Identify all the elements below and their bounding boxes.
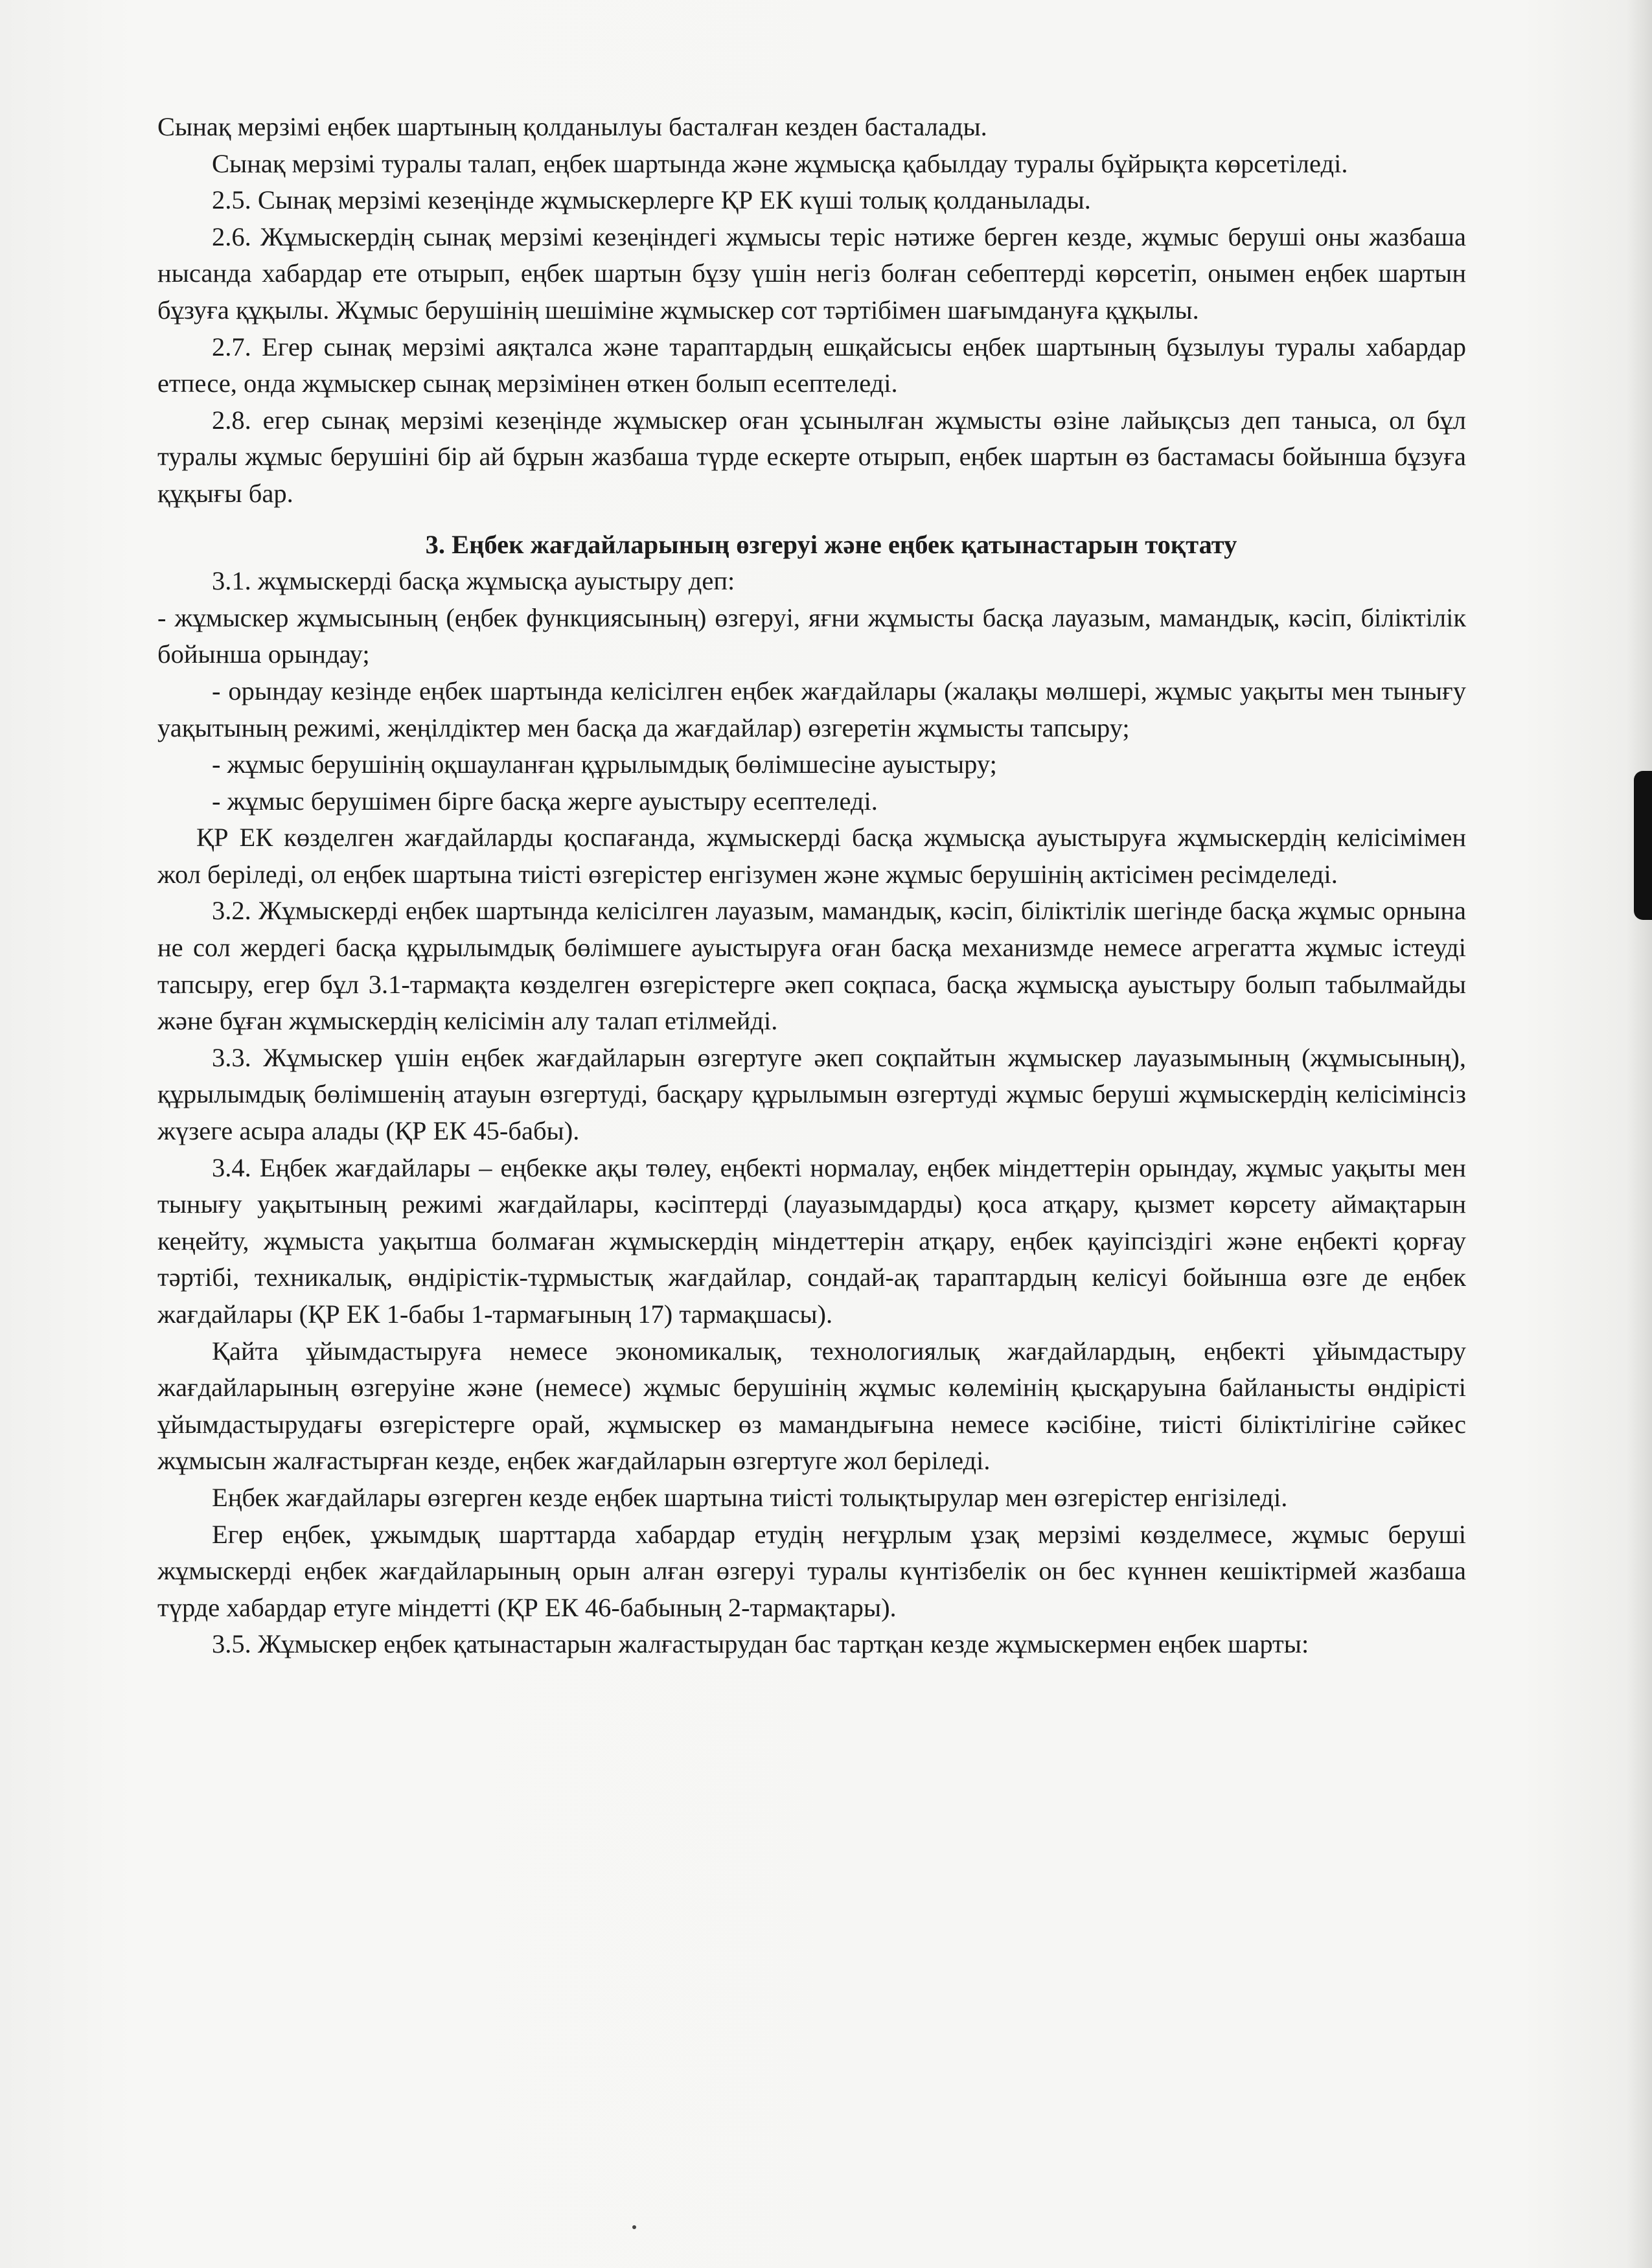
- paragraph-amendments: Еңбек жағдайлары өзгерген кезде еңбек шартына тиісті толықтырулар мен өзгерістер енгізіледі.: [212, 1482, 1288, 1512]
- paragraph-3-2: 3.2. Жұмыскерді еңбек шартында келісілген лауазым, мамандық, кәсіп, біліктілік шегінде басқа жұмыс орнына не сол жердегі басқа құрылымдық бөлімшеге ауыстыруға оған басқа механизмде немесе агрегатта жұмыс істеуді тапсыру, егер бұл 3.1-тармақта көзделген өзгерістерге әкеп соқпаса, басқа жұмысқа ауыстыру болып табылмайды және бұған жұмыскердің келісімін алу талап етілмейді.: [157, 896, 1466, 1036]
- paragraph-3-4: 3.4. Еңбек жағдайлары – еңбекке ақы төлеу, еңбекті нормалау, еңбек міндеттерін орындау, жұмыс уақыты мен тынығу уақытының режимі жағдайлары, кәсіптерді (лауазымдарды) қоса атқару, қызмет көрсету аймақтарын кеңейту, жұмыста уақытша болмаған жұмыскердің міндеттерін атқару, еңбек қауіпсіздігі және еңбекті қорғау тәртібі, техникалық, өндірістік-тұрмыстық жағдайлар, сондай-ақ тараптардың келісуі бойынша өзге де еңбек жағдайлары (ҚР ЕК 1-бабы 1-тармағының 17) тармақшасы).: [157, 1152, 1466, 1329]
- list-item-separate-unit: - жұмыс берушінің оқшауланған құрылымдық бөлімшесіне ауыстыру;: [212, 750, 997, 779]
- list-item-relocation: - жұмыс берушімен бірге басқа жерге ауыстыру есептеледі.: [212, 786, 878, 816]
- paragraph-trial-requirement: Сынақ мерзімі туралы талап, еңбек шартында және жұмысқа қабылдау туралы бұйрықта көрсетіледі.: [212, 148, 1348, 178]
- paragraph-2-8: 2.8. егер сынақ мерзімі кезеңінде жұмыскер оған ұсынылған жұмысты өзіне лайықсыз деп таныса, ол бұл туралы жұмыс берушіні бір ай бұрын жазбаша түрде ескерте отырып, еңбек шартын өз бастамасы бойынша бұзуға құқығы бар.: [157, 405, 1466, 508]
- scan-edge-shadow: [1626, 0, 1652, 2268]
- list-item-conditions-change: - орындау кезінде еңбек шартында келісілген еңбек жағдайлары (жалақы мөлшері, жұмыс уақыты мен тынығу уақытының режимі, жеңілдіктер мен басқа да жағдайлар) өзгеретін жұмысты тапсыру;: [157, 676, 1466, 742]
- section-3-heading: 3. Еңбек жағдайларының өзгеруі және еңбек қатынастарын тоқтату: [425, 529, 1237, 559]
- paragraph-reorganization: Қайта ұйымдастыруға немесе экономикалық, технологиялық жағдайлардың, еңбекті ұйымдастыру жағдайларының өзгеруіне және (немесе) жұмыс берушінің жұмыс көлемінің қысқаруына байланысты өндірісті ұйымдастырудағы өзгерістерге орай, жұмыскер өз мамандығына немесе кәсібіне, тиісті біліктілігіне сәйкес жұмысын жалғастырған кезде, еңбек жағдайларын өзгертуге жол беріледі.: [157, 1336, 1466, 1476]
- list-item-function-change: - жұмыскер жұмысының (еңбек функциясының) өзгеруі, яғни жұмысты басқа лауазым, мамандық, кәсіп, біліктілік бойынша орындау;: [157, 602, 1466, 669]
- scan-speck: [632, 2225, 636, 2229]
- paragraph-3-1: 3.1. жұмыскерді басқа жұмысқа ауыстыру деп:: [212, 566, 735, 596]
- paragraph-2-5: 2.5. Сынақ мерзімі кезеңінде жұмыскерлерге ҚР ЕК күші толық қолданылады.: [212, 185, 1091, 215]
- paragraph-transfer-consent: ҚР ЕК көзделген жағдайларды қоспағанда, жұмыскерді басқа жұмысқа ауыстыруға жұмыскердің келісімімен жол беріледі, ол еңбек шартына тиісті өзгерістер енгізумен және жұмыс берушінің актісімен ресімделеді.: [157, 823, 1466, 889]
- paragraph-2-6: 2.6. Жұмыскердің сынақ мерзімі кезеңіндегі жұмысы теріс нәтиже берген кезде, жұмыс беруші оны жазбаша нысанда хабардар ете отырып, еңбек шартын бұзу үшін негіз болған себептерді көрсетіп, онымен еңбек шартын бұзуға құқылы. Жұмыс берушінің шешіміне жұмыскер сот тәртібімен шағымдануға құқылы.: [157, 222, 1466, 325]
- document-body: [157, 109, 1466, 1663]
- paragraph-2-7: 2.7. Егер сынақ мерзімі аяқталса және тараптардың ешқайсысы еңбек шартының бұзылуы туралы хабардар етпесе, онда жұмыскер сынақ мерзімінен өткен болып есептеледі.: [157, 332, 1466, 398]
- paragraph-3-3: 3.3. Жұмыскер үшін еңбек жағдайларын өзгертуге әкеп соқпайтын жұмыскер лауазымының (жұмысының), құрылымдық бөлімшенің атауын өзгертуді, басқару құрылымын өзгертуді жұмыс беруші жұмыскердің келісімінсіз жүзеге асыра алады (ҚР ЕК 45-бабы).: [157, 1042, 1466, 1146]
- paragraph-notice-period: Егер еңбек, ұжымдық шарттарда хабардар етудің неғұрлым ұзақ мерзімі көзделмесе, жұмыс беруші жұмыскерді еңбек жағдайларының орын алған өзгеруі туралы күнтізбелік он бес күннен кешіктірмей жазбаша түрде хабардар етуге міндетті (ҚР ЕК 46-бабының 2-тармақтары).: [157, 1519, 1466, 1622]
- paragraph-trial-start: Сынақ мерзімі еңбек шартының қолданылуы басталған кезден басталады.: [157, 112, 987, 141]
- paragraph-3-5: 3.5. Жұмыскер еңбек қатынастарын жалғастырудан бас тартқан кезде жұмыскермен еңбек шарты:: [212, 1629, 1309, 1659]
- binder-hole-mark: [1634, 771, 1652, 920]
